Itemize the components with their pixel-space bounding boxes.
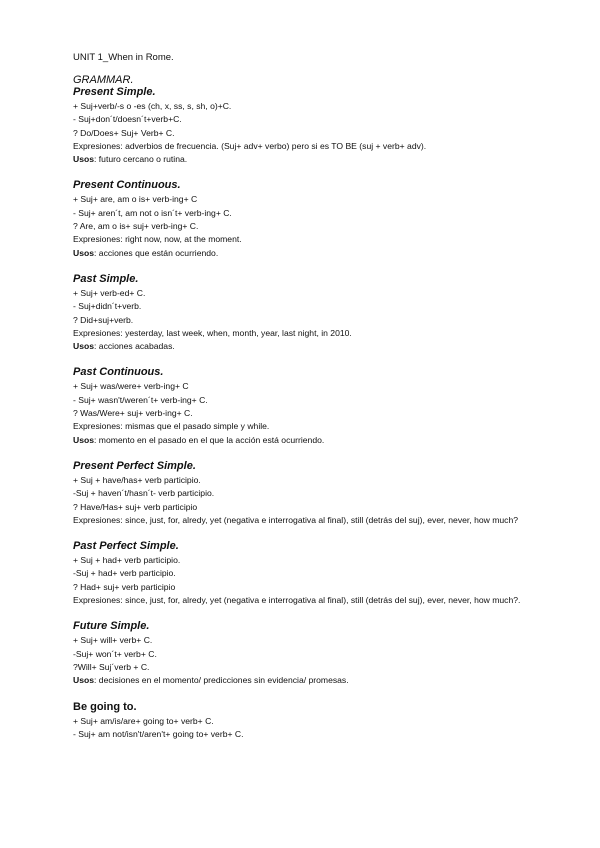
section-past-perfect-simple — [73, 540, 533, 620]
section-spacer — [73, 353, 533, 366]
rule-line: -Suj + had+ verb participio. — [73, 568, 176, 579]
rule-line: ? Are, am o is+ suj+ verb-ing+ C. — [73, 221, 199, 232]
section-spacer — [73, 260, 533, 273]
rule-line: Expresiones: adverbios de frecuencia. (Suj+ adv+ verbo) pero si es TO BE (suj + verb+ adv). — [73, 140, 427, 151]
section-present-simple — [73, 86, 533, 179]
document-content — [73, 52, 533, 741]
rule-line: -Suj + haven´t/hasn´t- verb participio. — [73, 488, 215, 499]
rule-line: - Suj+ am not/isn't/aren't+ going to+ verb+ C. — [73, 728, 244, 739]
grammar-heading: GRAMMAR. — [73, 74, 134, 86]
section-spacer — [73, 447, 533, 460]
rule-line: + Suj + have/has+ verb participio. — [73, 474, 201, 485]
section-be-going-to — [73, 701, 533, 742]
rule-line: Expresiones: right now, now, at the moment. — [73, 234, 242, 245]
section-spacer — [73, 527, 533, 540]
rule-line: - Suj+ wasn't/weren´t+ verb-ing+ C. — [73, 394, 208, 405]
rule-line: ? Did+suj+verb. — [73, 314, 134, 325]
expressions-line: Expresiones: since, just, for, alredy, yet (negativa e interrogativa al final), still (detrás del suj), ever, never, how much?. — [73, 595, 521, 606]
rule-line: + Suj+ are, am o is+ verb-ing+ C — [73, 194, 198, 205]
rule-line: + Suj + had+ verb participio. — [73, 555, 181, 566]
rule-line: ? Had+ suj+ verb participio — [73, 581, 176, 592]
section-spacer — [73, 607, 533, 620]
rule-line: - Suj+ aren´t, am not o isn´t+ verb-ing+ C. — [73, 207, 232, 218]
rule-line: Expresiones: yesterday, last week, when, month, year, last night, in 2010. — [73, 327, 352, 338]
section-spacer — [73, 166, 533, 179]
rule-line: -Suj+ won´t+ verb+ C. — [73, 648, 157, 659]
expressions-line: Expresiones: since, just, for, alredy, yet (negativa e interrogativa al final), still (detrás del suj), ever, never, how much? — [73, 514, 519, 525]
section-title: Past Continuous. — [73, 366, 164, 379]
rule-line: + Suj+verb/-s o -es (ch, x, ss, s, sh, o)+C. — [73, 101, 232, 111]
section-title: Present Perfect Simple. — [73, 459, 196, 472]
rule-line: + Suj+ verb-ed+ C. — [73, 287, 146, 298]
usos-label: Usos — [73, 675, 95, 686]
rule-line: + Suj+ will+ verb+ C. — [73, 635, 153, 646]
usos-text: : acciones que están ocurriendo. — [94, 247, 219, 258]
section-future-simple — [73, 620, 533, 700]
section-present-perfect-simple — [73, 460, 533, 540]
section-title: Be going to. — [73, 700, 137, 713]
section-title: Future Simple. — [73, 620, 150, 633]
section-title: Past Simple. — [73, 272, 139, 285]
usos-line — [73, 340, 533, 353]
usos-text: : acciones acabadas. — [94, 341, 175, 352]
section-title: Past Perfect Simple. — [73, 540, 179, 553]
usos-text: : decisiones en el momento/ predicciones sin evidencia/ promesas. — [94, 675, 349, 686]
grammar-sections — [73, 86, 533, 741]
rule-line: ? Was/Were+ suj+ verb-ing+ C. — [73, 408, 193, 419]
usos-line — [73, 434, 533, 447]
section-present-continuous — [73, 179, 533, 272]
section-title: Present Simple. — [73, 86, 156, 98]
rule-line: ?Will+ Suj´verb + C. — [73, 661, 150, 672]
usos-label: Usos — [73, 154, 95, 165]
rule-line: + Suj+ was/were+ verb-ing+ C — [73, 381, 189, 392]
usos-text: : momento en el pasado en el que la acción está ocurriendo. — [94, 434, 325, 445]
section-spacer — [73, 688, 533, 701]
section-past-continuous — [73, 366, 533, 459]
unit-title: UNIT 1_When in Rome. — [73, 52, 174, 63]
usos-text: : futuro cercano o rutina. — [94, 154, 188, 165]
rule-line: ? Have/Has+ suj+ verb participio — [73, 501, 198, 512]
rule-line: - Suj+didn´t+verb. — [73, 301, 142, 312]
rule-line: Expresiones: mismas que el pasado simple y while. — [73, 421, 270, 432]
usos-line — [73, 153, 533, 166]
usos-line — [73, 674, 533, 687]
usos-line — [73, 247, 533, 260]
section-past-simple — [73, 273, 533, 366]
rule-line: - Suj+don´t/doesn´t+verb+C. — [73, 114, 182, 125]
section-title: Present Continuous. — [73, 179, 181, 192]
rule-line: + Suj+ am/is/are+ going to+ verb+ C. — [73, 715, 214, 726]
rule-line: ? Do/Does+ Suj+ Verb+ C. — [73, 127, 175, 138]
usos-label: Usos — [73, 341, 95, 352]
usos-label: Usos — [73, 434, 95, 445]
usos-label: Usos — [73, 247, 95, 258]
